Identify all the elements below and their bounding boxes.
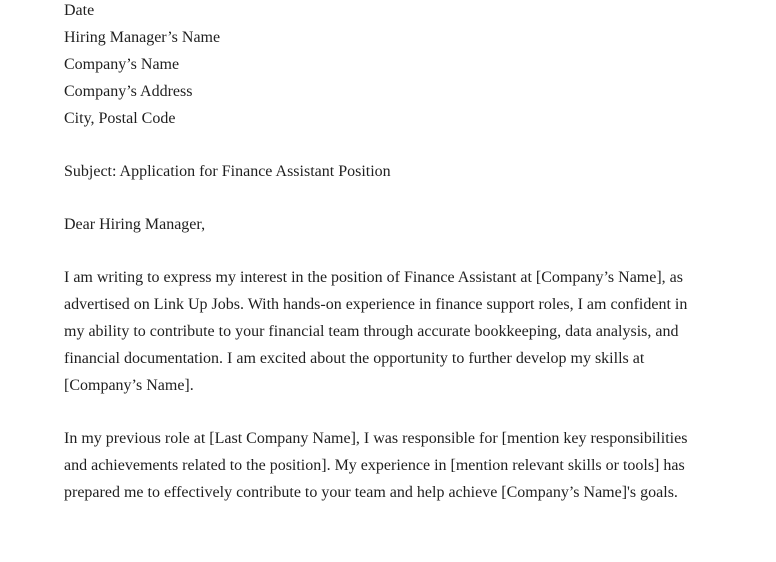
letter-header	[64, 0, 714, 132]
cover-letter-document	[64, 0, 714, 506]
body-paragraph-1: I am writing to express my interest in the position of Finance Assistant at [Company’s Name], as advertised on Link Up Jobs. With hands-on experience in finance support roles, I am confident in my ability to contribute to your financial team through accurate bookkeeping, data analysis, and financial documentation. I am excited about the opportunity to further develop my skills at [Company’s Name].	[64, 269, 688, 394]
subject-line: Subject: Application for Finance Assistant Position	[64, 163, 391, 180]
company-name-line: Company’s Name	[64, 56, 180, 73]
date-line: Date	[64, 2, 95, 19]
salutation: Dear Hiring Manager,	[64, 216, 206, 233]
spacer	[64, 238, 714, 264]
body-paragraph-2: In my previous role at [Last Company Name], I was responsible for [mention key responsibilities and achievements related to the position]. My experience in [mention relevant skills or tools] has prepared me to effectively contribute to your team and help achieve [Company’s Name]'s goals.	[64, 430, 688, 501]
spacer	[64, 399, 714, 425]
company-address-line: Company’s Address	[64, 83, 193, 100]
spacer	[64, 185, 714, 211]
city-postal-line: City, Postal Code	[64, 110, 176, 127]
spacer	[64, 132, 714, 158]
hiring-manager-name-line: Hiring Manager’s Name	[64, 29, 221, 46]
